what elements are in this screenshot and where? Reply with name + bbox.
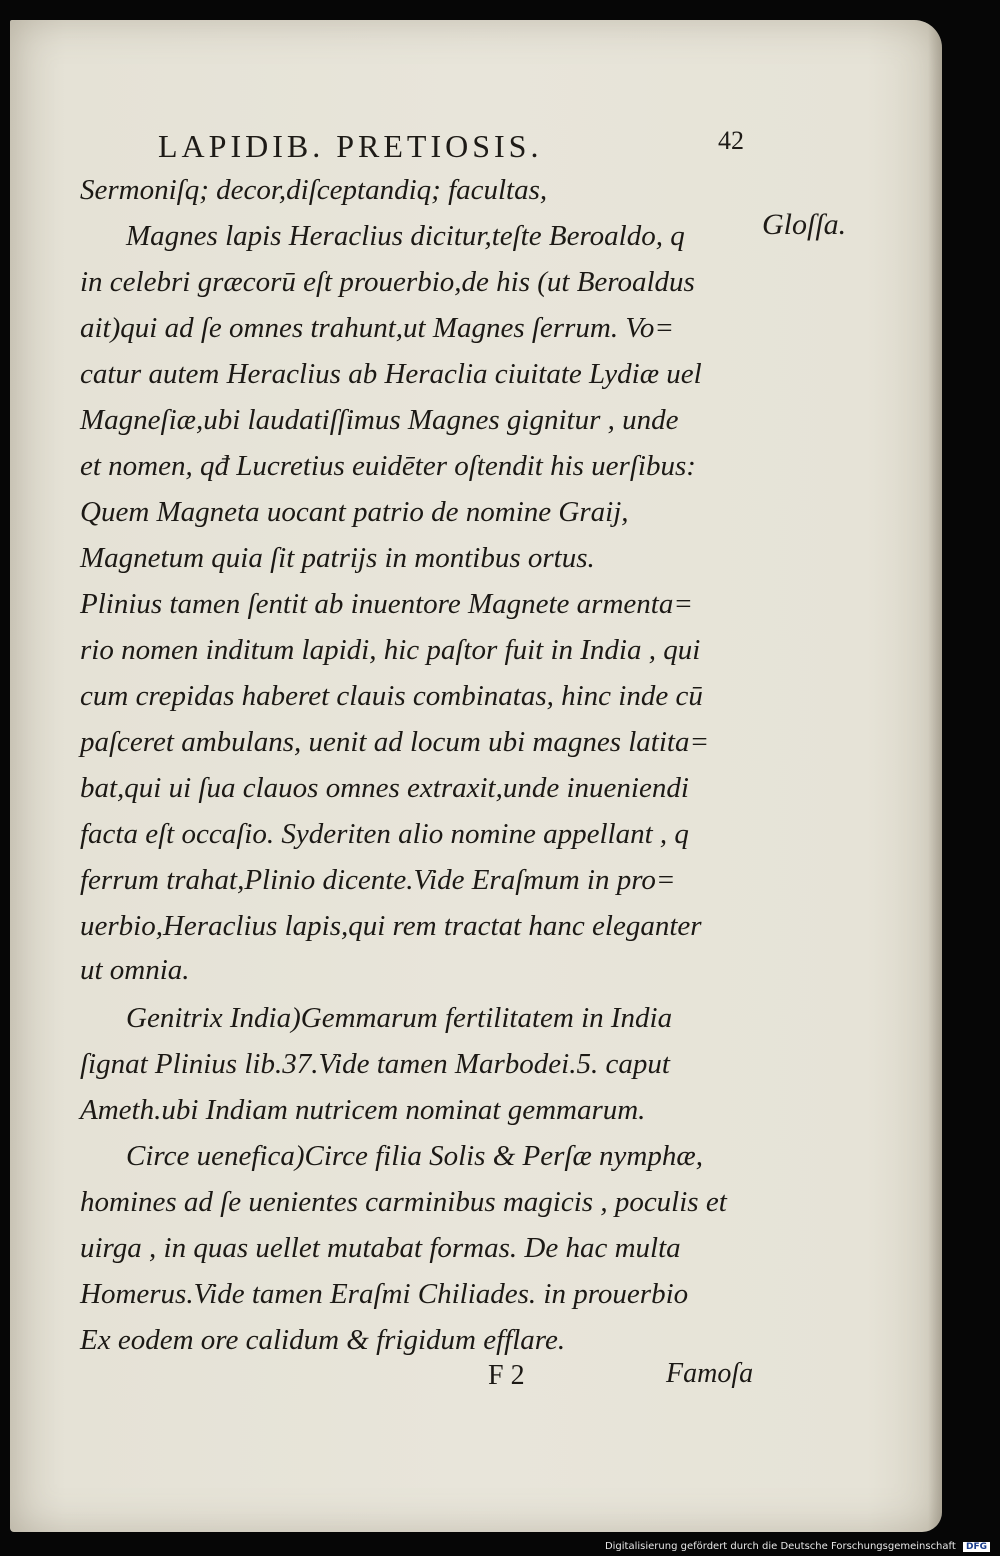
- text-line: ferrum trahat,Plinio dicente.Vide Eraſmum in pro=: [80, 864, 676, 896]
- text-line: rio nomen inditum lapidi, hic paſtor fuit in India , qui: [80, 634, 701, 666]
- text-line: paſceret ambulans, uenit ad locum ubi magnes latita=: [80, 726, 710, 758]
- digitization-credit: [605, 1541, 990, 1552]
- credit-text: Digitalisierung gefördert durch die Deutsche Forschungsgemeinschaft: [604, 1541, 956, 1552]
- text-line: ut omnia.: [80, 954, 190, 986]
- text-line: in celebri græcorū eſt prouerbio,de his (ut Beroaldus: [80, 266, 695, 298]
- text-line: uerbio,Heraclius lapis,qui rem tractat hanc eleganter: [80, 910, 702, 942]
- text-line: Genitrix India)Gemmarum fertilitatem in India: [126, 1002, 673, 1034]
- text-line: Circe uenefica)Circe filia Solis & Perſæ nymphæ,: [126, 1140, 703, 1172]
- text-line: Homerus.Vide tamen Eraſmi Chiliades. in prouerbio: [80, 1278, 689, 1310]
- dfg-logo: DFG: [963, 1542, 990, 1552]
- text-line: Magnetum quia ſit patrijs in montibus ortus.: [80, 542, 595, 574]
- text-line: Sermoniſq; decor,diſceptandiq; facultas,: [80, 174, 548, 206]
- text-line: catur autem Heraclius ab Heraclia ciuitate Lydiæ uel: [80, 358, 702, 390]
- page-number: 42: [718, 126, 744, 155]
- text-line: bat,qui ui ſua clauos omnes extraxit,unde inueniendi: [80, 772, 689, 804]
- catchword: Famoſa: [666, 1358, 754, 1389]
- text-line: et nomen, qđ Lucretius euidēter oſtendit his uerſibus:: [80, 450, 696, 482]
- signature-mark: F 2: [488, 1360, 525, 1391]
- text-line: Quem Magneta uocant patrio de nomine Graij,: [80, 496, 629, 528]
- text-line: facta eſt occaſio. Syderiten alio nomine appellant , q: [80, 818, 689, 850]
- text-line: ait)qui ad ſe omnes trahunt,ut Magnes ſerrum. Vo=: [80, 312, 674, 344]
- text-line: Magnes lapis Heraclius dicitur,teſte Beroaldo, q: [126, 220, 685, 252]
- text-line: uirga , in quas uellet mutabat formas. De hac multa: [80, 1232, 681, 1264]
- margin-note: Gloſſa.: [762, 208, 847, 241]
- text-line: Magneſiæ,ubi laudatiſſimus Magnes gignitur , unde: [80, 404, 679, 436]
- book-page: [10, 20, 942, 1532]
- text-line: Ex eodem ore calidum & frigidum efflare.: [80, 1324, 566, 1356]
- text-line: Plinius tamen ſentit ab inuentore Magnete armenta=: [80, 588, 693, 620]
- text-line: Ameth.ubi Indiam nutricem nominat gemmarum.: [80, 1094, 646, 1126]
- page-edge-shadow: [928, 20, 942, 1532]
- text-line: ſignat Plinius lib.37.Vide tamen Marbodei.5. caput: [80, 1048, 670, 1080]
- text-line: homines ad ſe uenientes carminibus magicis , poculis et: [80, 1186, 727, 1218]
- text-line: cum crepidas haberet clauis combinatas, hinc inde cū: [80, 680, 703, 712]
- running-head: LAPIDIB. PRETIOSIS.: [158, 128, 543, 164]
